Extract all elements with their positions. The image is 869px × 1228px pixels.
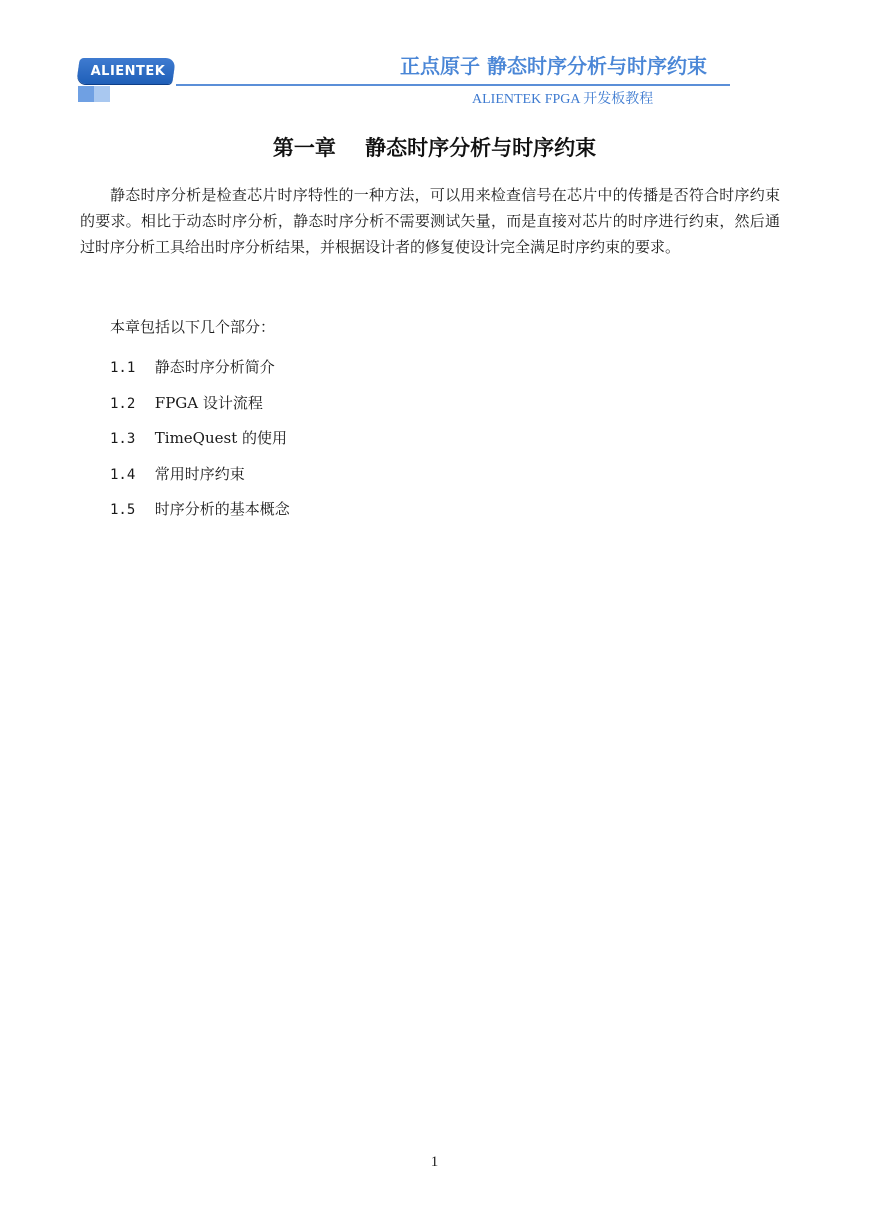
section-number: 1.3 [110,431,136,447]
section-list [110,352,750,530]
section-number: 1.4 [110,466,136,483]
section-item [110,459,750,495]
section-number: 1.1 [110,360,136,376]
header-subtitle: ALIENTEK FPGA 开发板教程 [472,92,654,107]
section-title: 常用时序约束 [154,464,245,483]
chapter-intro-paragraph: 静态时序分析是检查芯片时序特性的一种方法，可以用来检查信号在芯片中的传播是否符合时序约束的要求。相比于动态时序分析，静态时序分析不需要测试矢量，而是直接对芯片的时序进行约束，然后通过时序分析工具给出时序分析结果，并根据设计者的修复使设计完全满足时序约束的要求。 [80,186,780,256]
section-item [110,494,750,530]
chapter-title: 第一章 静态时序分析与时序约束 [272,136,597,160]
logo-square-dark [78,86,94,102]
header-title: 正点原子 静态时序分析与时序约束 [400,54,707,78]
section-item [110,388,750,424]
alientek-logo [78,58,174,86]
section-title: 时序分析的基本概念 [154,500,290,518]
logo-square-light [94,86,110,102]
page-number: 1 [430,1154,439,1170]
section-item [110,352,750,388]
header-rule [176,84,730,86]
section-title: TimeQuest 的使用 [154,429,288,447]
section-item [110,423,750,459]
logo-text: ALIENTEK [90,64,166,79]
section-title: 静态时序分析简介 [154,358,275,376]
section-number: 1.5 [110,502,136,518]
section-title: FPGA 设计流程 [154,393,263,412]
sections-intro: 本章包括以下几个部分： [110,318,276,336]
page-header [0,0,869,120]
section-number: 1.2 [110,395,136,412]
